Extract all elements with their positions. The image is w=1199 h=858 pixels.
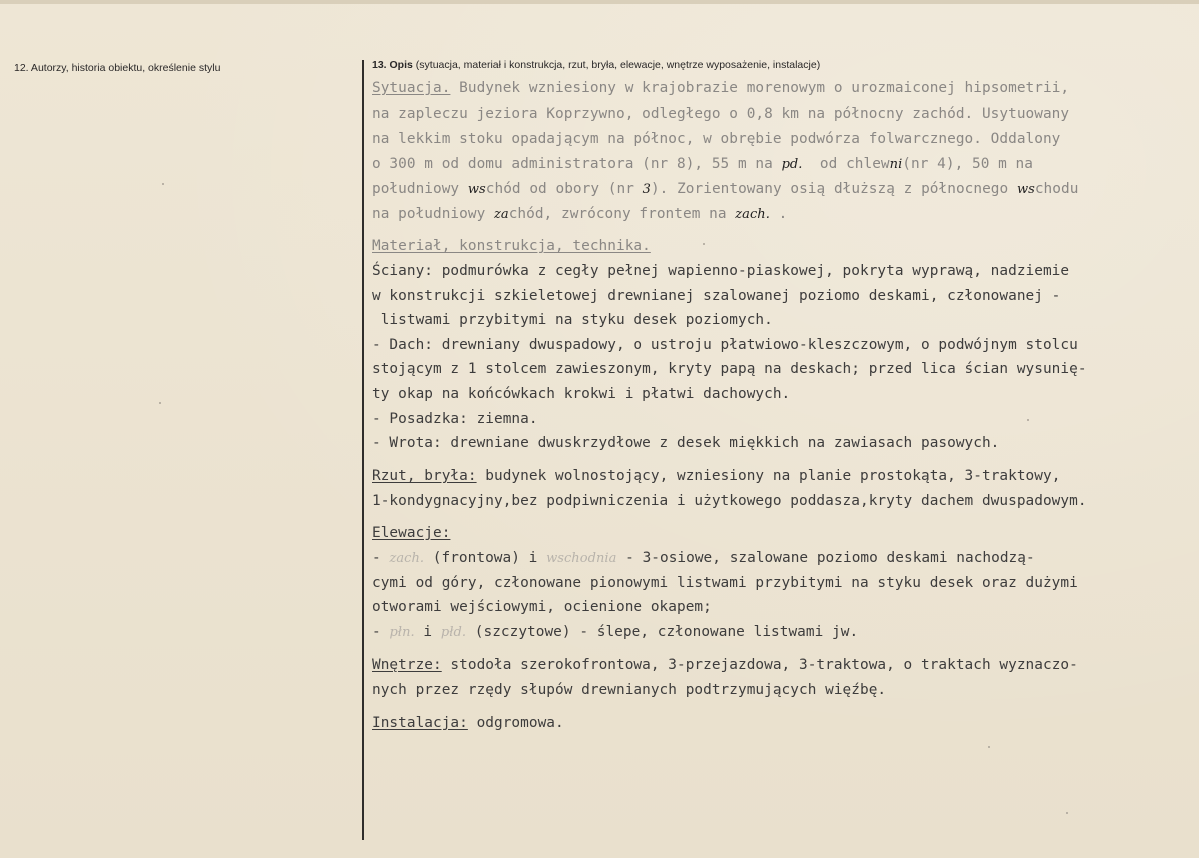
elewacje-line-1: - zach. (frontowa) i wschodnia - 3-osiowe, szalowane poziomo deskami nachodzą- (372, 550, 1035, 566)
wnetrze-label: Wnętrze: (372, 657, 442, 673)
rzut-line-2: 1-kondygnacyjny,bez podpiwniczenia i użytkowego poddasza,kryty dachem dwuspadowym. (372, 493, 1087, 509)
faded-handwriting-3: płn. (389, 625, 415, 640)
handwritten-pd: pd. (781, 157, 803, 172)
paper-speck (1027, 419, 1029, 421)
handwritten-ni: ni (889, 157, 903, 172)
column-divider (362, 60, 364, 840)
paper-speck (159, 402, 161, 404)
paper-speck (1066, 812, 1068, 814)
sytuacja-line-5: południowy wschód od obory (nr 3). Zorientowany osią dłuższą z północnego wschodu (372, 181, 1079, 197)
material-label: Materiał, konstrukcja, technika. (372, 238, 651, 254)
material-line-7: - Posadzka: ziemna. (372, 411, 538, 427)
material-line-1: Ściany: podmurówka z cegły pełnej wapienno-piaskowej, pokryta wyprawą, nadziemie (372, 263, 1070, 279)
sytuacja-line-1: Sytuacja. Budynek wzniesiony w krajobrazie morenowym o urozmaiconej hipsometrii, (372, 80, 1070, 96)
elewacje-label-line (372, 524, 450, 543)
elewacje-line-2: cymi od góry, członowane pionowymi listwami przybitymi na styku desek oraz dużymi (372, 575, 1078, 591)
handwritten-ws-1: ws (467, 182, 486, 197)
section-13-subtitle: (sytuacja, materiał i konstrukcja, rzut, bryła, elewacje, wnętrze wyposażenie, instalacje) (415, 59, 821, 71)
page-top-edge (0, 0, 1199, 4)
sytuacja-line-3: na lekkim stoku opadającym na północ, w obrębie podwórza folwarcznego. Oddalony (372, 131, 1061, 147)
instalacja-label: Instalacja: (372, 715, 468, 731)
sytuacja-label: Sytuacja. (372, 80, 451, 96)
elewacje-label: Elewacje: (372, 525, 451, 541)
faded-handwriting-1: zach. (389, 551, 425, 566)
material-line-4: - Dach: drewniany dwuspadowy, o ustroju płatwiowo-kleszczowym, o podwójnym stolcu (372, 337, 1078, 353)
material-line-3: listwami przybitymi na styku desek poziomych. (372, 312, 773, 328)
sytuacja-line-4: o 300 m od domu administratora (nr 8), 55 m na pd. od chlewni(nr 4), 50 m na (372, 156, 1033, 172)
section-13-number: 13. Opis (372, 59, 413, 71)
faded-handwriting-2: wschodnia (546, 551, 617, 566)
section-13-heading (372, 59, 820, 71)
material-line-8: - Wrota: drewniane dwuskrzydłowe z desek miękkich na zawiasach pasowych. (372, 435, 1000, 451)
material-line-5: stojącym z 1 stolcem zawieszonym, kryty papą na deskach; przed lica ścian wysunię- (372, 361, 1087, 377)
sytuacja-line-2: na zapleczu jeziora Koprzywno, odległego o 0,8 km na północny zachód. Usytuowany (372, 106, 1070, 122)
paper-speck (988, 746, 990, 748)
handwritten-zach: zach. (735, 207, 770, 222)
faded-handwriting-4: płd. (440, 625, 467, 640)
paper-speck (703, 243, 705, 245)
material-line-2: w konstrukcji szkieletowej drewnianej szalowanej poziomo deskami, członowanej - (372, 288, 1061, 304)
handwritten-za: za (494, 207, 509, 222)
wnetrze-line-2: nych przez rzędy słupów drewnianych podtrzymujących więźbę. (372, 682, 887, 698)
wnetrze-line-1: Wnętrze: stodoła szerokofrontowa, 3-przejazdowa, 3-traktowa, o traktach wyznaczo- (372, 657, 1078, 673)
instalacja-line: Instalacja: odgromowa. (372, 715, 564, 731)
paper-speck (162, 183, 164, 185)
sytuacja-line-6: na południowy zachód, zwrócony frontem na zach. . (372, 206, 788, 222)
material-line-6: ty okap na końcówkach krokwi i płatwi dachowych. (372, 386, 791, 402)
section-12-heading: 12. Autorzy, historia obiektu, określenie stylu (14, 62, 221, 74)
material-label-line (372, 237, 651, 256)
elewacje-line-4: - płn. i płd. (szczytowe) - ślepe, członowane listwami jw. (372, 624, 859, 640)
rzut-label: Rzut, bryła: (372, 468, 477, 484)
elewacje-line-3: otworami wejściowymi, ocienione okapem; (372, 599, 712, 615)
rzut-line-1: Rzut, bryła: budynek wolnostojący, wzniesiony na planie prostokąta, 3-traktowy, (372, 468, 1061, 484)
handwritten-3: 3 (642, 182, 651, 197)
handwritten-ws-2: ws (1016, 182, 1035, 197)
